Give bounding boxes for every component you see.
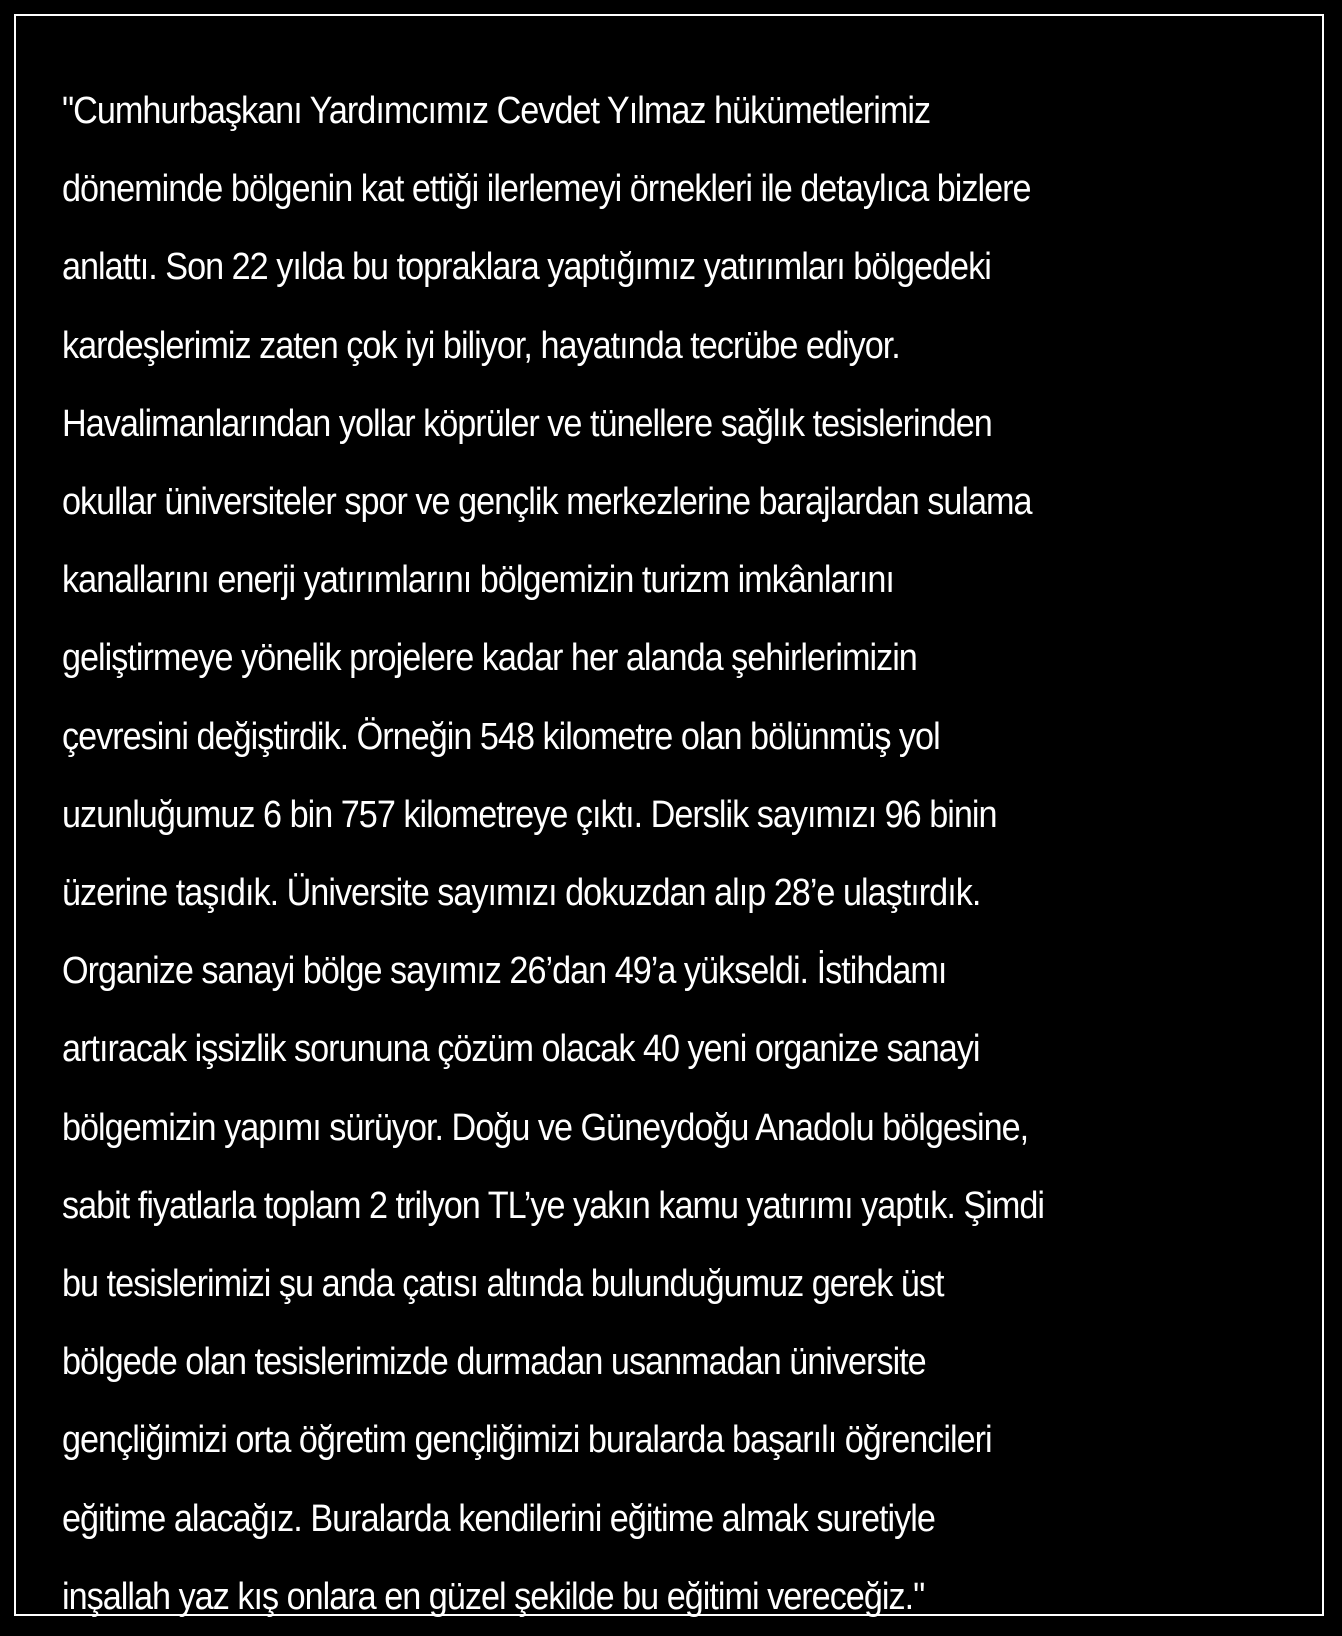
- quote-line: Havalimanlarından yollar köprüler ve tünellere sağlık tesislerinden: [62, 402, 992, 445]
- quote-line: döneminde bölgenin kat ettiği ilerlemeyi örnekleri ile detaylıca bizlere: [62, 168, 1031, 211]
- quote-line: geliştirmeye yönelik projelere kadar her alanda şehirlerimizin: [62, 637, 917, 680]
- quote-line: inşallah yaz kış onlara en güzel şekilde bu eğitimi vereceğiz.": [62, 1575, 925, 1618]
- quote-line: üzerine taşıdık. Üniversite sayımızı dokuzdan alıp 28’e ulaştırdık.: [62, 872, 981, 915]
- quote-line: kanallarını enerji yatırımlarını bölgemizin turizm imkânlarını: [62, 559, 894, 602]
- quote-line: bölgede olan tesislerimizde durmadan usanmadan üniversite: [62, 1341, 926, 1384]
- quote-line: bu tesislerimizi şu anda çatısı altında bulunduğumuz gerek üst: [62, 1263, 944, 1306]
- quote-line: eğitime alacağız. Buralarda kendilerini eğitime almak suretiyle: [62, 1497, 935, 1540]
- quote-line: çevresini değiştirdik. Örneğin 548 kilometre olan bölünmüş yol: [62, 715, 940, 758]
- quote-line: anlattı. Son 22 yılda bu topraklara yaptığımız yatırımları bölgedeki: [62, 246, 991, 289]
- quote-line: sabit fiyatlarla toplam 2 trilyon TL’ye yakın kamu yatırımı yaptık. Şimdi: [62, 1184, 1045, 1227]
- quote-line: okullar üniversiteler spor ve gençlik merkezlerine barajlardan sulama: [62, 481, 1032, 524]
- quote-line: Organize sanayi bölge sayımız 26’dan 49’a yükseldi. İstihdamı: [62, 950, 947, 993]
- quote-text: [62, 72, 1169, 1636]
- quote-line: gençliğimizi orta öğretim gençliğimizi buralarda başarılı öğrencileri: [62, 1419, 992, 1462]
- quote-line: uzunluğumuz 6 bin 757 kilometreye çıktı. Derslik sayımızı 96 binin: [62, 793, 997, 836]
- quote-line: bölgemizin yapımı sürüyor. Doğu ve Güneydoğu Anadolu bölgesine,: [62, 1106, 1029, 1149]
- quote-line: artıracak işsizlik sorununa çözüm olacak 40 yeni organize sanayi: [62, 1028, 980, 1071]
- quote-line: "Cumhurbaşkanı Yardımcımız Cevdet Yılmaz hükümetlerimiz: [62, 90, 931, 132]
- quote-line: kardeşlerimiz zaten çok iyi biliyor, hayatında tecrübe ediyor.: [62, 324, 900, 367]
